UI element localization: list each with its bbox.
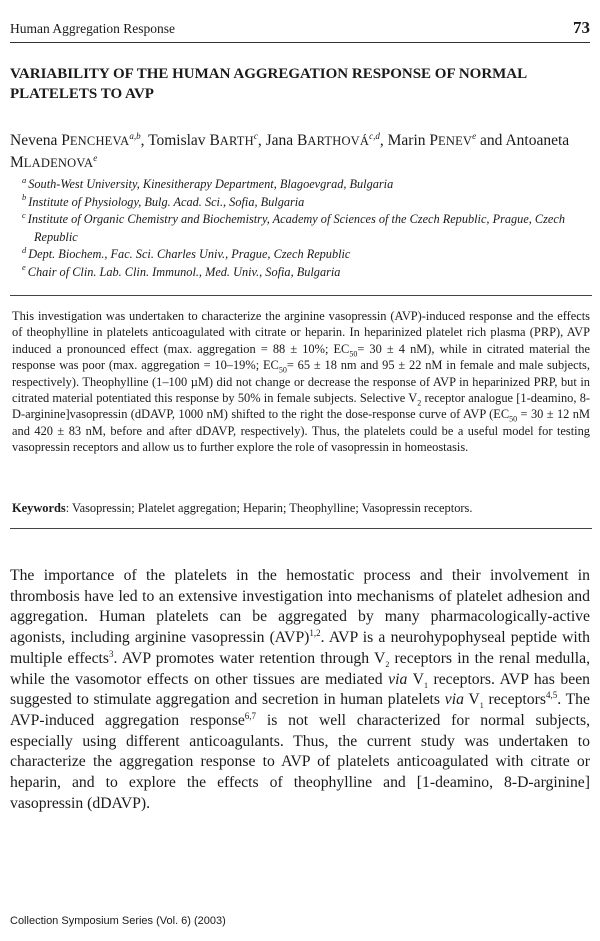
keywords-label: Keywords xyxy=(12,501,66,515)
affiliation-item: $^e$ Chair of Clin. Lab. Clin. Immunol., Med. Univ., Sofia, Bulgaria xyxy=(22,262,341,279)
keywords-list: : Vasopressin; Platelet aggregation; Heparin; Theophylline; Vasopressin receptors. xyxy=(65,501,473,515)
author-mladenova: Antoaneta MLADENOVA$^e$ xyxy=(10,132,570,171)
author-penev: Marin PENEV$^e$ xyxy=(387,130,477,149)
author-list: Nevena PENCHEVA$^{a,b}$, Tomislav BARTH$^c$, Jana BARTHOVÁ$^{c,d}$, Marin PENEV$^e$ and Antoaneta MLADENOVA$^e$ xyxy=(10,130,570,171)
citation: 4,5 xyxy=(545,689,558,700)
page-footer: Collection Symposium Series (Vol. 6) (2003) xyxy=(10,915,226,927)
abstract-section xyxy=(10,295,592,529)
abstract-text: This investigation was undertaken to characterize the arginine vasopressin (AVP)-induced response and the effects of theophylline in platelets anticoagulated with citrate or heparin. In heparinized platelet rich plasma (PRP), AVP induced a pronounced effect (max. aggregation = 88 ± 10%; $EC_{50}= 30 \pm 4$ nM), while in citrated material the response was poor (max. aggregation = 10–19%; $EC_{50}= 65 \pm 18$ nm and 95 ± 22 nM in female and male subjects, respectively). Theophylline (1–100 µM) did not change or decrease the response of AVP in heparinized PRP, but in citrated material potentiated this response by 50% in female subjects. Selective $V_2$ receptor analogue [1-deamino, 8-D-arginine]vasopressin (dDAVP, 1000 nM) shifted to the right the dose-response curve of AVP ($EC_{50} = 30 \pm 12$ nM and 420 ± 83 nM, before and after dDAVP, respectively). Thus, the platelets could be a useful model for testing vasopressin receptors and allow us to further explore the role of vasopressin in homeostasis. xyxy=(12,309,591,455)
article-title: VARIABILITY OF THE HUMAN AGGREGATION RESPONSE OF NORMAL PLATELETS TO AVP xyxy=(10,66,527,102)
running-header xyxy=(10,18,590,43)
running-title: Human Aggregation Response xyxy=(10,21,175,36)
citation: 6,7 xyxy=(244,710,257,721)
affiliation-item: $^c$ Institute of Organic Chemistry and Biochemistry, Academy of Sciences of the Czech Republic, Prague, Czech Republic xyxy=(22,209,565,244)
affiliation-list xyxy=(22,176,592,281)
author-pencheva: Nevena PENCHEVA$^{a,b}$ xyxy=(10,130,141,149)
affiliation-item: $^b$ Institute of Physiology, Bulg. Acad. Sci., Sofia, Bulgaria xyxy=(22,192,305,209)
page-number: 73 xyxy=(573,18,590,37)
author-barth: Tomislav BARTH$^c$ xyxy=(148,130,258,149)
author-barthova: Jana BARTHOVÁ$^{c,d}$ xyxy=(265,130,380,149)
affiliation-item: $^d$ Dept. Biochem., Fac. Sci. Charles Univ., Prague, Czech Republic xyxy=(22,244,351,261)
citation: 1,2 xyxy=(309,627,321,638)
citation: 3 xyxy=(109,648,114,659)
introduction-paragraph: The importance of the platelets in the hemostatic process and their involvement in thrombosis have led to an extensive investigation into mechanisms of platelet adhesion and aggregation. Human platelets can be aggregated by many pharmacologically-active agonists, including arginine vasopressin (AVP)$^{1,2}$. AVP is a neurohypophyseal peptide with multiple effects$^3$. AVP promotes water retention through $V_2$ receptors in the renal medulla, while the vasomotor effects on other tissues are mediated via $V_1$ receptors. AVP has been suggested to stimulate aggregation and secretion in human platelets via $V_1$ receptors$^{4,5}$. The AVP-induced aggregation response$^{6,7}$ is not well characterized for normal subjects, especially using different anticoagulants. Thus, the current study was undertaken to characterize the aggregation response to AVP of platelets anticoagulated with citrate or heparin, and to explore the effects of theophylline and [1-deamino, 8-D-arginine] vasopressin (dDAVP). xyxy=(10,567,590,812)
keywords-line xyxy=(12,500,590,516)
affiliation-item: $^a$ South-West University, Kinesitherapy Department, Blagoevgrad, Bulgaria xyxy=(22,174,394,191)
